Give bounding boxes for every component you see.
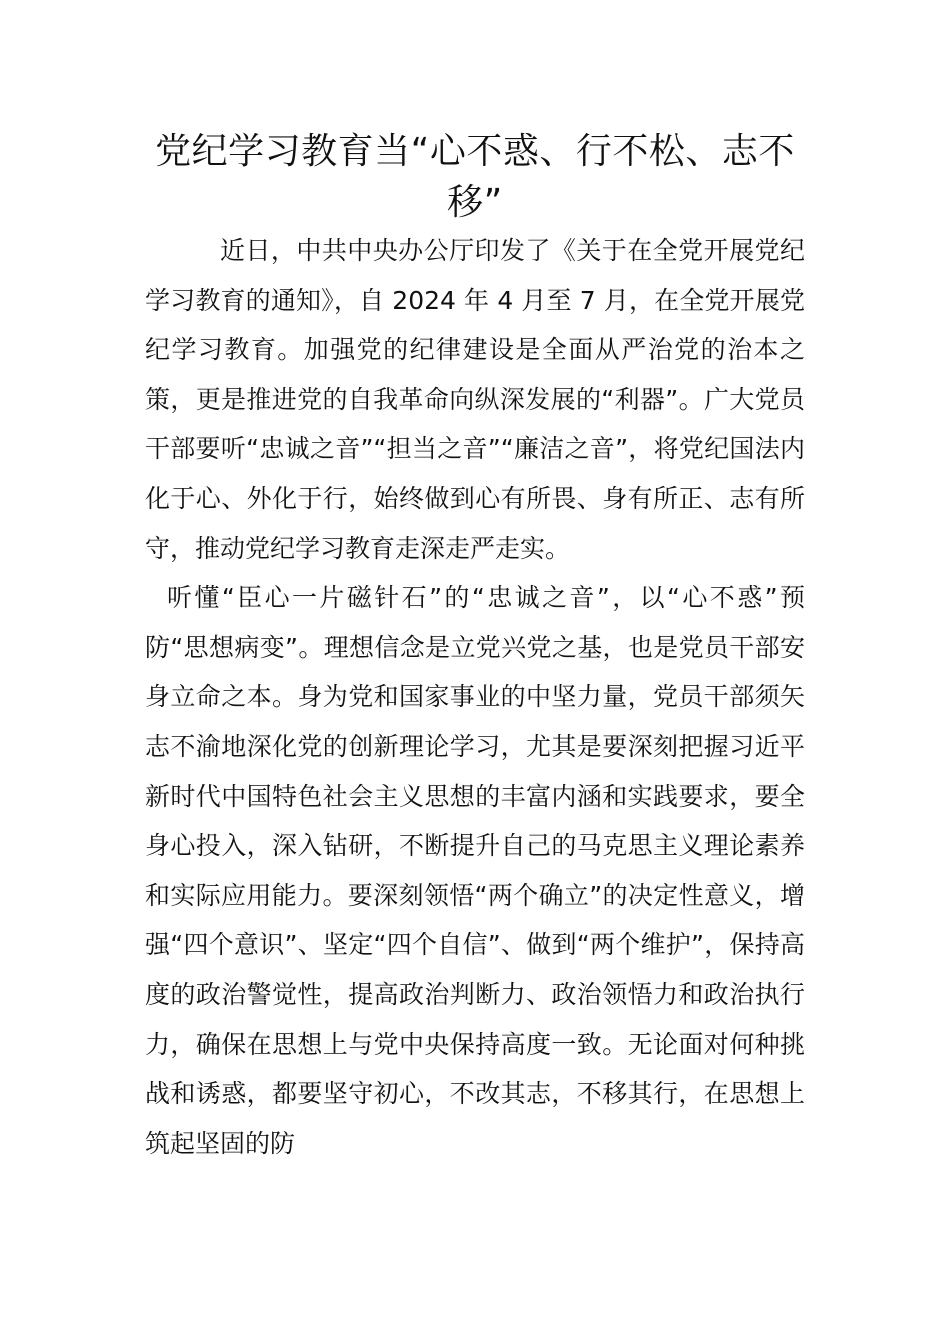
paragraph-intro: 近日，中共中央办公厅印发了《关于在全党开展党纪学习教育的通知》，自 2024 年 4 月至 7 月，在全党开展党纪学习教育。加强党的纪律建设是全面从严治党的治本之策，更是推进党的自我革命向纵深发展的“利器”。广大党员干部要听“忠诚之音”“担当之音”“廉洁之音”，将党纪国法内化于心、外化于行，始终做到心有所畏、身有所正、志有所守，推动党纪学习教育走深走严走实。 — [145, 236, 805, 563]
document-body — [145, 226, 805, 1168]
paragraph-loyalty: 听懂“臣心一片磁针石”的“忠诚之音”，以“心不惑”预防“思想病变”。理想信念是立党兴党之基，也是党员干部安身立命之本。身为党和国家事业的中坚力量，党员干部须矢志不渝地深化党的创新理论学习，尤其是要深刻把握习近平新时代中国特色社会主义思想的丰富内涵和实践要求，要全身心投入，深入钻研，不断提升自己的马克思主义理论素养和实际应用能力。要深刻领悟“两个确立”的决定性意义，增强“四个意识”、坚定“四个自信”、做到“两个维护”，保持高度的政治警觉性，提高政治判断力、政治领悟力和政治执行力，确保在思想上与党中央保持高度一致。无论面对何种挑战和诱惑，都要坚守初心，不改其志，不移其行，在思想上筑起坚固的防 — [145, 583, 805, 1158]
document-title: 党纪学习教育当“心不惑、行不松、志不移” — [155, 131, 795, 223]
